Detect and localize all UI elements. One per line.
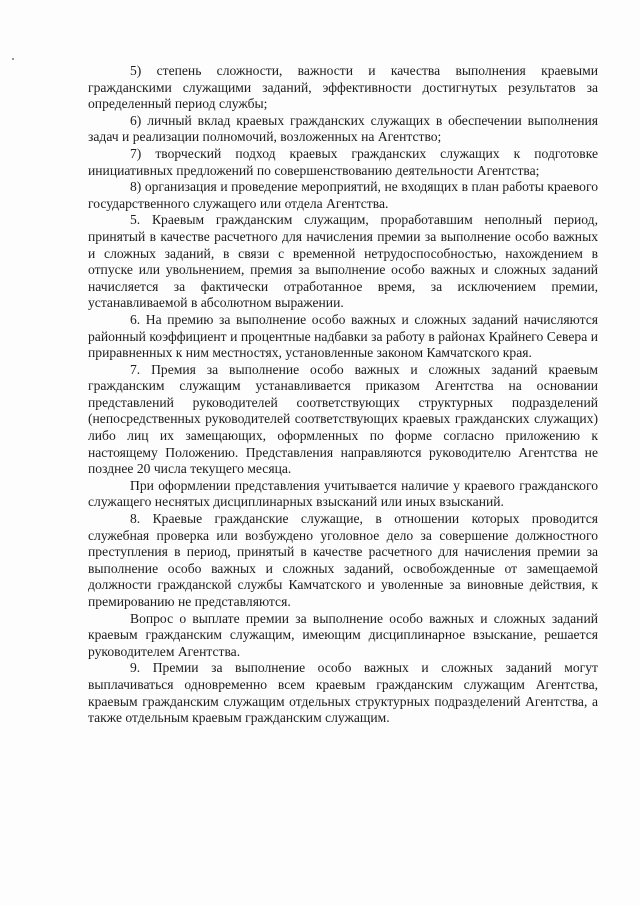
document-body bbox=[88, 63, 598, 727]
paragraph-section-6: 6. На премию за выполнение особо важных и сложных заданий начисляются районный коэффициент и процентные надбавки за работу в районах Крайнего Севера и приравненных к ним местностях, установленные законом Камчатского края. bbox=[88, 311, 598, 361]
paragraph-section-8: 8. Краевые гражданские служащие, в отношении которых проводится служебная проверка или возбуждено уголовное дело за совершение должностного преступления в период, принятый в качестве расчетного для начисления премии за выполнение особо важных и сложных заданий, освобожденные от замещаемой должности гражданской службы Камчатского и уволенные за виновные действия, к премированию не представляются. bbox=[88, 511, 598, 609]
paragraph-item-5: 5) степень сложности, важности и качества выполнения краевыми гражданскими служащими заданий, эффективности достигнутых результатов за определенный период службы; bbox=[88, 63, 598, 112]
paragraph-item-6: 6) личный вклад краевых гражданских служащих в обеспечении выполнения задач и реализации полномочий, возложенных на Агентство; bbox=[88, 112, 598, 145]
paragraph-item-8: 8) организация и проведение мероприятий, не входящих в план работы краевого государственного служащего или отдела Агентства. bbox=[88, 179, 598, 211]
paragraph-section-7: 7. Премия за выполнение особо важных и сложных заданий краевым гражданским служащим устанавливается приказом Агентства на основании представлений руководителей соответствующих структурных подразделений (непосредственных руководителей соответствующих краевых гражданских служащих) либо лиц их замещающих, оформленных по форме согласно приложению к настоящему Положению. Представления направляются руководителю Агентства не позднее 20 числа текущего месяца. bbox=[88, 361, 598, 477]
paragraph-section-5: 5. Краевым гражданским служащим, проработавшим неполный период, принятый в качестве расчетного для начисления премии за выполнение особо важных и сложных заданий, в связи с временной нетрудоспособностью, нахождением в отпуске или увольнением, премия за выполнение особо важных и сложных заданий начисляется за фактически отработанное время, за исключением премии, устанавливаемой в абсолютном выражении. bbox=[88, 212, 598, 311]
paragraph-section-8-note: Вопрос о выплате премии за выполнение особо важных и сложных заданий краевым гражданским служащим, имеющим дисциплинарное взыскание, решается руководителем Агентства. bbox=[88, 610, 598, 659]
scan-speck bbox=[12, 58, 14, 60]
paragraph-item-7: 7) творческий подход краевых гражданских служащих к подготовке инициативных предложений по совершенствованию деятельности Агентства; bbox=[88, 145, 598, 178]
paragraph-section-9: 9. Премии за выполнение особо важных и сложных заданий могут выплачиваться одновременно всем краевым гражданским служащим Агентства, краевым гражданским служащим отдельных структурных подразделений Агентства, а также отдельным краевым гражданским служащим. bbox=[88, 660, 598, 726]
paragraph-section-7-note: При оформлении представления учитывается наличие у краевого гражданского служащего неснятых дисциплинарных взысканий или иных взысканий. bbox=[88, 477, 598, 510]
